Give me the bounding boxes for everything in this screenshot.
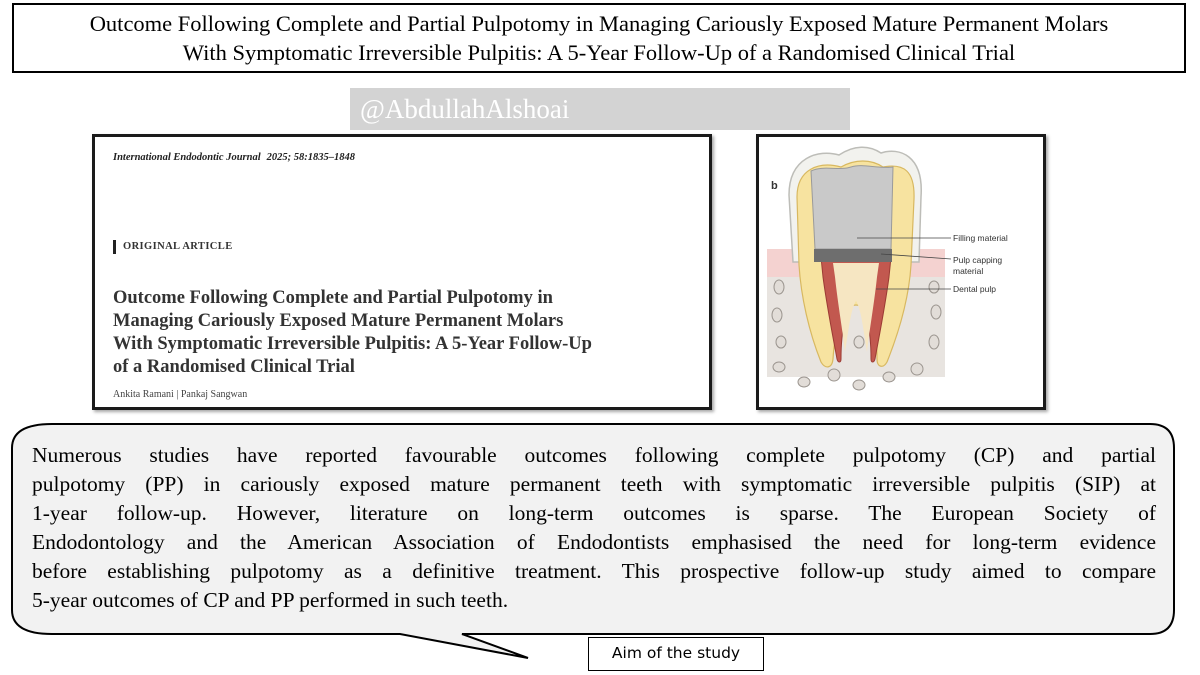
summary-line: 1-year follow-up. However, literature on long-term outcomes is sparse. The European Society of: [32, 501, 1156, 525]
summary-line: Endodontology and the American Association of Endodontists emphasised the need for long-term evidence: [32, 530, 1156, 554]
article-title-line: of a Randomised Clinical Trial: [113, 357, 355, 377]
main-title-line-1: Outcome Following Complete and Partial Pulpotomy in Managing Cariously Exposed Mature Permanent Molars: [89, 11, 1109, 36]
article-title-line: With Symptomatic Irreversible Pulpitis: A 5-Year Follow-Up: [113, 334, 592, 354]
author-handle-watermark: @AbdullahAlshoai: [350, 88, 850, 130]
filling-label: Filling material: [953, 233, 1008, 243]
capping-label-line2: material: [953, 266, 984, 276]
article-title-line: Managing Cariously Exposed Mature Permanent Molars: [113, 311, 564, 331]
summary-line: before establishing pulpotomy as a definitive treatment. This prospective follow-up study aimed to compare: [32, 559, 1156, 583]
capping-label-line1: Pulp capping: [953, 255, 1003, 265]
aim-of-study-label: Aim of the study: [588, 637, 764, 671]
main-title-line-2: With Symptomatic Irreversible Pulpitis: A 5-Year Follow-Up of a Randomised Clinical Trial: [182, 40, 1016, 65]
summary-line: Numerous studies have reported favourable outcomes following complete pulpotomy (CP) and partial: [32, 443, 1156, 467]
pulp-label: Dental pulp: [953, 284, 997, 294]
panel-label: b: [771, 180, 778, 192]
article-title-line: Outcome Following Complete and Partial Pulpotomy in: [113, 288, 553, 308]
study-summary: [32, 441, 1156, 615]
journal-volume: 2025; 58:1835–1848: [266, 152, 356, 163]
summary-line: pulpotomy (PP) in cariously exposed mature permanent teeth with symptomatic irreversible pulpitis (SIP) at: [32, 472, 1156, 496]
summary-line: 5-year outcomes of CP and PP performed in such teeth.: [32, 588, 509, 612]
journal-name: International Endodontic Journal: [113, 152, 261, 163]
article-type: ORIGINAL ARTICLE: [113, 240, 233, 254]
article-authors: Ankita Ramani | Pankaj Sangwan: [113, 389, 248, 400]
